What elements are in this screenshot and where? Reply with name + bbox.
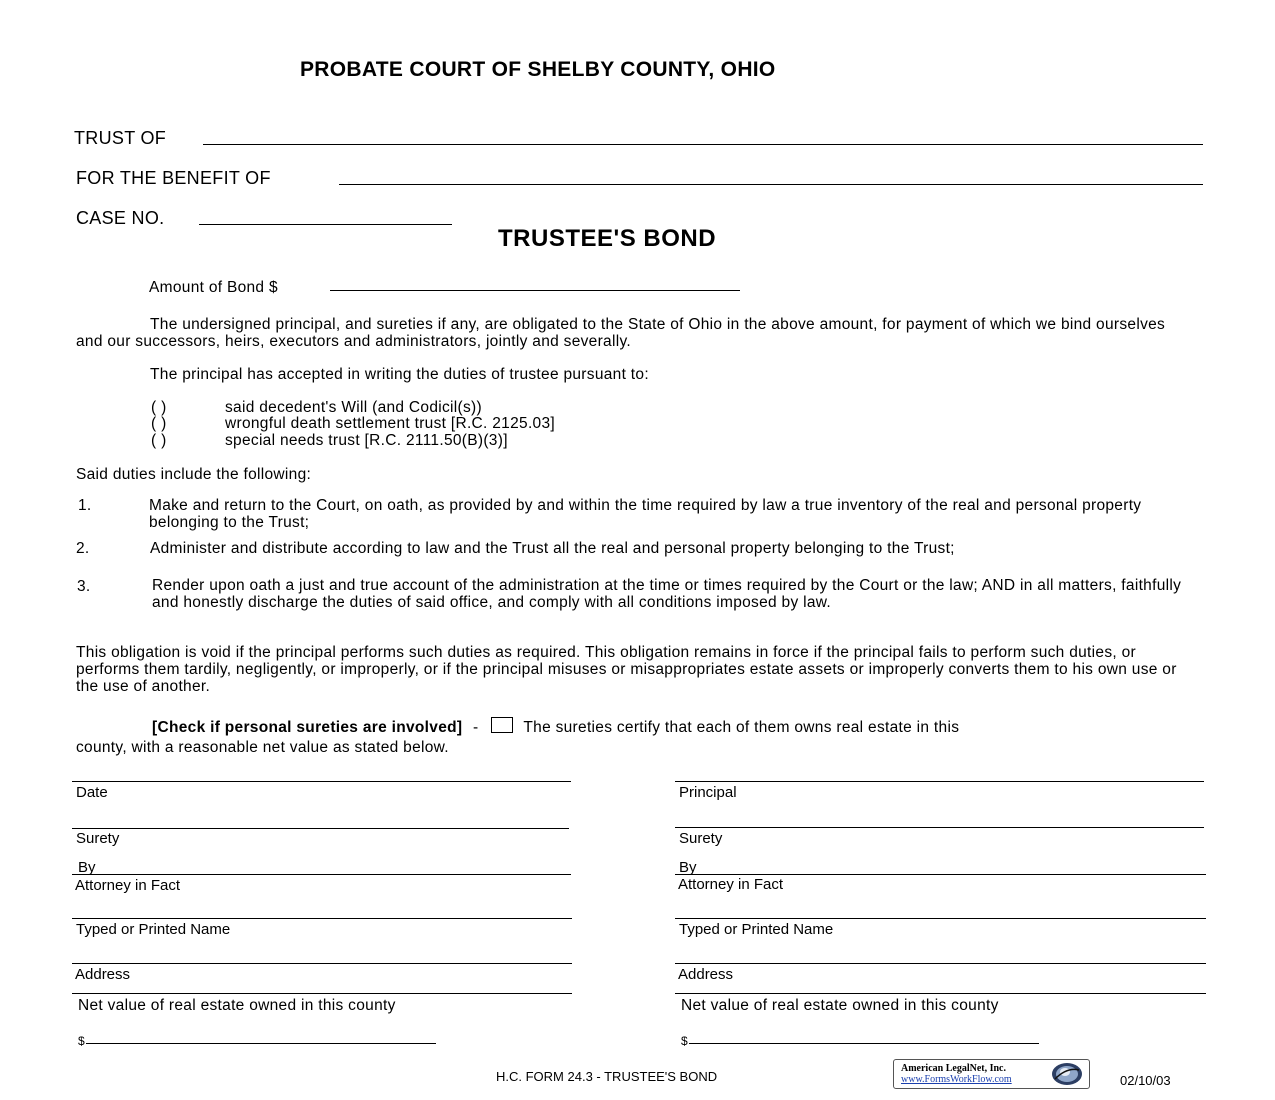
duties-intro: Said duties include the following:: [76, 466, 312, 483]
address-line-right[interactable]: [675, 963, 1206, 964]
surety-label-right: Surety: [679, 830, 723, 847]
sureties-checkbox[interactable]: [491, 717, 513, 733]
duty-number: 3.: [77, 578, 91, 595]
net-value-amount-line-left[interactable]: [86, 1043, 436, 1044]
void-paragraph: This obligation is void if the principal performs such duties as required. This obligation remains in force if the principal fails to perform such duties, or performs them tardily, negligently, or improperly, or if the principal misuses or misappropriates estate assets or improperly converts them to his own use or the use of another.: [76, 644, 1177, 695]
case-no-label: CASE NO.: [76, 208, 165, 228]
typed-name-line-right[interactable]: [675, 918, 1206, 919]
attorney-line-right[interactable]: [675, 874, 1206, 875]
form-title: TRUSTEE'S BOND: [498, 225, 717, 252]
sureties-line-2: county, with a reasonable net value as stated below.: [76, 739, 449, 756]
logo-url[interactable]: www.FormsWorkFlow.com: [901, 1074, 1012, 1085]
duty-text: Administer and distribute according to law and the Trust all the real and personal property belonging to the Trust;: [150, 540, 955, 557]
option-label: special needs trust [R.C. 2111.50(B)(3)]: [225, 432, 508, 449]
duty-number: 1.: [78, 497, 92, 514]
globe-icon: [1049, 1061, 1085, 1087]
case-no-line[interactable]: [199, 224, 452, 225]
court-title: PROBATE COURT OF SHELBY COUNTY, OHIO: [300, 58, 776, 81]
attorney-line-left[interactable]: [72, 874, 571, 875]
dollar-label-right: $: [681, 1034, 688, 1048]
sureties-text: The sureties certify that each of them owns real estate in this: [523, 719, 960, 736]
form-date: 02/10/03: [1120, 1073, 1171, 1088]
american-legalnet-logo[interactable]: [893, 1059, 1090, 1089]
surety-line-left[interactable]: [72, 828, 569, 829]
option-mark[interactable]: ( ): [151, 415, 167, 432]
surety-line-right[interactable]: [675, 827, 1204, 828]
amount-line[interactable]: [330, 290, 740, 291]
obligation-paragraph: The undersigned principal, and sureties if any, are obligated to the State of Ohio in the above amount, for payment of which we bind ourselves and our successors, heirs, executors and administrators, jointly and severally.: [76, 316, 1166, 350]
attorney-label-left: Attorney in Fact: [75, 877, 181, 894]
form-id: H.C. FORM 24.3 - TRUSTEE'S BOND: [496, 1069, 718, 1084]
date-line[interactable]: [72, 781, 571, 782]
accepted-paragraph: The principal has accepted in writing the duties of trustee pursuant to:: [150, 366, 649, 383]
address-line-left[interactable]: [72, 963, 572, 964]
net-value-amount-line-right[interactable]: [689, 1043, 1039, 1044]
logo-name: American LegalNet, Inc.: [901, 1063, 1006, 1074]
amount-label: Amount of Bond $: [149, 279, 278, 296]
duty-text: Render upon oath a just and true account of the administration at the time or times required by the Court or the law; AND in all matters, faithfully and honestly discharge the duties of said office, and comply with all conditions imposed by law.: [152, 577, 1182, 611]
net-value-line-right: [675, 993, 1206, 994]
duty-text: Make and return to the Court, on oath, as provided by and within the time required by law a true inventory of the real and personal property belonging to the Trust;: [149, 497, 1142, 531]
sureties-line-1: [152, 717, 959, 736]
address-label-left: Address: [75, 966, 131, 983]
by-label-left: By: [78, 859, 96, 876]
by-label-right: By: [679, 859, 697, 876]
attorney-label-right: Attorney in Fact: [678, 876, 784, 893]
net-value-label-right: Net value of real estate owned in this county: [681, 997, 999, 1014]
trust-of-label: TRUST OF: [74, 128, 167, 148]
benefit-of-label: FOR THE BENEFIT OF: [76, 168, 271, 188]
option-mark[interactable]: ( ): [151, 399, 167, 416]
option-label: said decedent's Will (and Codicil(s)): [225, 399, 482, 416]
sureties-check-label: [Check if personal sureties are involved]: [152, 719, 463, 736]
sureties-dash: -: [472, 719, 479, 736]
address-label-right: Address: [678, 966, 734, 983]
typed-name-line-left[interactable]: [72, 918, 572, 919]
surety-label-left: Surety: [76, 830, 120, 847]
duty-number: 2.: [76, 540, 90, 557]
net-value-label-left: Net value of real estate owned in this county: [78, 997, 396, 1014]
dollar-label-left: $: [78, 1034, 85, 1048]
trust-of-line[interactable]: [203, 144, 1203, 145]
typed-name-label-right: Typed or Printed Name: [679, 921, 834, 938]
option-mark[interactable]: ( ): [151, 432, 167, 449]
net-value-line-left: [72, 993, 572, 994]
principal-label: Principal: [679, 784, 737, 801]
option-label: wrongful death settlement trust [R.C. 2125.03]: [225, 415, 555, 432]
principal-line[interactable]: [675, 781, 1204, 782]
benefit-of-line[interactable]: [339, 184, 1203, 185]
date-label: Date: [76, 784, 108, 801]
typed-name-label-left: Typed or Printed Name: [76, 921, 231, 938]
